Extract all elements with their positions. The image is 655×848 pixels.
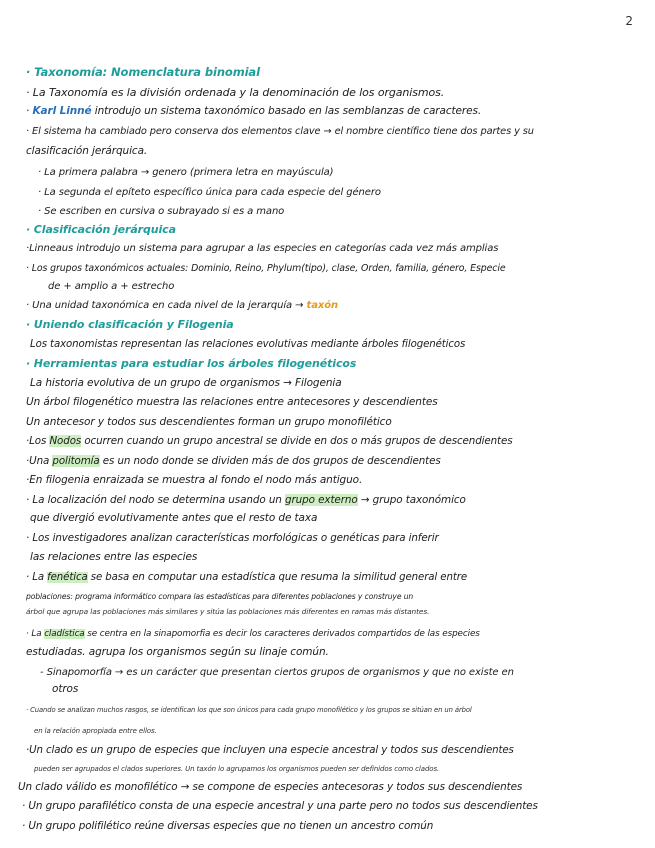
note-line: ·Un clado es un grupo de especies que incluyen una especie ancestral y todos sus descendientes bbox=[26, 745, 514, 756]
note-line: las relaciones entre las especies bbox=[30, 551, 198, 563]
heading-clasificacion: · Clasificación jerárquica bbox=[26, 223, 176, 236]
note-line: · Los investigadores analizan características morfológicas o genéticas para inferir bbox=[26, 532, 439, 544]
note-line: árbol que agrupa las poblaciones más similares y sitúa las poblaciones más diferentes en ramas más distantes. bbox=[26, 607, 430, 616]
note-line: · La fenética se basa en computar una estadística que resuma la similitud general entre bbox=[26, 572, 467, 583]
note-line: Un árbol filogenético muestra las relaciones entre antecesores y descendientes bbox=[26, 396, 438, 408]
note-line: · La Taxonomía es la división ordenada y la denominación de los organismos. bbox=[26, 86, 445, 99]
note-line: pueden ser agrupados el clados superiores. Un taxón lo agrupamos los organismos pueden ser definidos como clados. bbox=[34, 765, 440, 773]
heading-herramientas: · Herramientas para estudiar los árboles filogenéticos bbox=[26, 357, 357, 370]
note-line: clasificación jerárquica. bbox=[26, 145, 148, 157]
term-nodos: Nodos bbox=[49, 435, 82, 447]
heading-taxonomia: · Taxonomía: Nomenclatura binomial bbox=[26, 65, 260, 79]
term-grupo-externo: grupo externo bbox=[285, 494, 358, 506]
note-line: Un antecesor y todos sus descendientes forman un grupo monofilético bbox=[26, 416, 392, 428]
note-line: · La segunda el epíteto específico única para cada especie del género bbox=[38, 187, 381, 198]
term-karl-linne: Karl Linné bbox=[32, 105, 92, 117]
note-line: · La primera palabra → genero (primera letra en mayúscula) bbox=[38, 167, 334, 178]
note-line: ·Una politomía es un nodo donde se dividen más de dos grupos de descendientes bbox=[26, 455, 441, 467]
note-line: · Una unidad taxonómica en cada nivel de la jerarquía → taxón bbox=[26, 300, 338, 311]
term-politomia: politomía bbox=[52, 455, 100, 467]
note-line: - Sinapomorfía → es un carácter que presentan ciertos grupos de organismos y que no existe en bbox=[40, 667, 514, 678]
note-line: · Cuando se analizan muchos rasgos, se identifican los que son únicos para cada grupo monofilético y los grupos se sitúan en un árbol bbox=[26, 706, 472, 714]
note-line: · Se escriben en cursiva o subrayado si es a mano bbox=[38, 206, 285, 217]
note-line: de + amplio a + estrecho bbox=[48, 281, 175, 292]
note-line: ·Los Nodos ocurren cuando un grupo ancestral se divide en dos o más grupos de descendientes bbox=[26, 435, 513, 447]
note-line: · La localización del nodo se determina usando un grupo externo → grupo taxonómico bbox=[26, 494, 466, 506]
note-line: otros bbox=[52, 683, 79, 695]
note-line: Los taxonomistas representan las relaciones evolutivas mediante árboles filogenéticos bbox=[30, 339, 466, 350]
note-line: estudiadas. agrupa los organismos según su linaje común. bbox=[26, 646, 329, 658]
heading-filogenia: · Uniendo clasificación y Filogenia bbox=[26, 318, 234, 331]
note-line: Un clado válido es monofilético → se compone de especies antecesoras y todos sus descendientes bbox=[18, 781, 523, 793]
note-line: · Un grupo polifilético reúne diversas especies que no tienen un ancestro común bbox=[22, 820, 434, 832]
note-line: que divergió evolutivamente antes que el resto de taxa bbox=[30, 512, 318, 524]
term-taxon: taxón bbox=[306, 300, 338, 311]
note-line: en la relación apropiada entre ellos. bbox=[34, 727, 157, 735]
note-line: ·Linneaus introdujo un sistema para agrupar a las especies en categorías cada vez más amplias bbox=[26, 243, 499, 254]
page-number: 2 bbox=[625, 14, 633, 28]
note-line: poblaciones: programa informático compara las estadísticas para diferentes poblaciones y construye un bbox=[26, 592, 414, 601]
note-line: · Karl Linné introdujo un sistema taxonómico basado en las semblanzas de caracteres. bbox=[26, 105, 482, 117]
note-line: · La cladística se centra en la sinapomorfia es decir los caracteres derivados compartidos de las especies bbox=[26, 629, 480, 639]
note-line: · El sistema ha cambiado pero conserva dos elementos clave → el nombre científico tiene dos partes y su bbox=[26, 126, 534, 137]
note-line: ·En filogenia enraizada se muestra al fondo el nodo más antiguo. bbox=[26, 474, 363, 486]
term-fenetica: fenética bbox=[47, 572, 88, 583]
note-line: · Los grupos taxonómicos actuales: Dominio, Reino, Phylum(tipo), clase, Orden, familia, género, Especie bbox=[26, 263, 506, 274]
term-cladistica: cladística bbox=[44, 629, 85, 639]
note-line: La historia evolutiva de un grupo de organismos → Filogenia bbox=[30, 377, 342, 389]
note-line: · Un grupo parafilético consta de una especie ancestral y una parte pero no todos sus descendientes bbox=[22, 800, 538, 812]
